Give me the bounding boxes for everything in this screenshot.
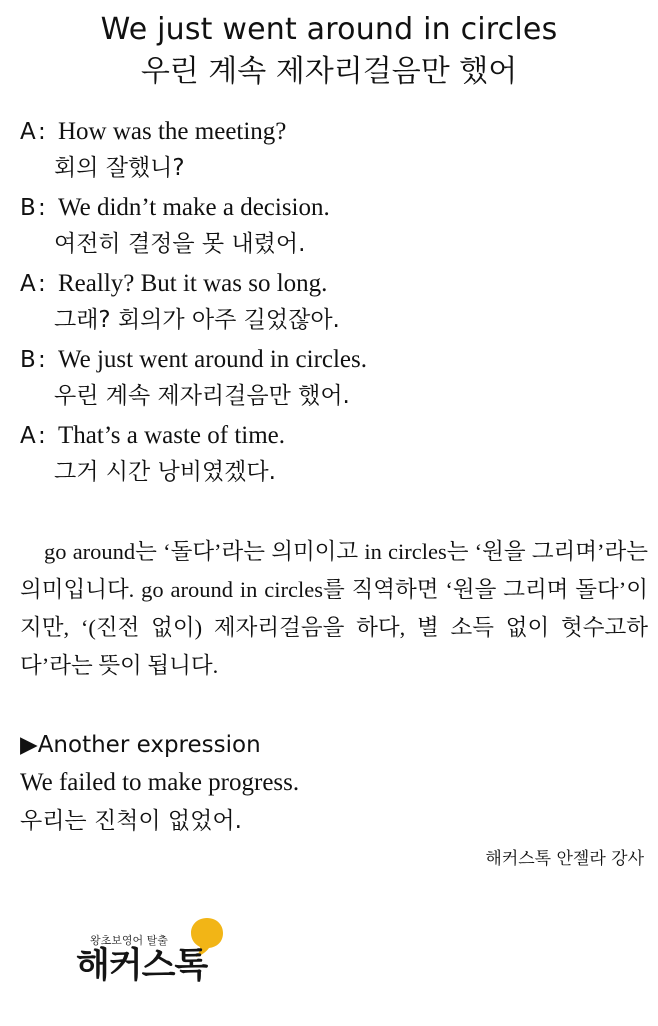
english-line: That’s a waste of time. — [58, 422, 286, 449]
english-line: We didn’t make a decision. — [58, 194, 330, 221]
korean-line: 그거 시간 낭비였겠다. — [54, 459, 276, 485]
speaker-label: A — [20, 271, 36, 297]
speaker-label: B — [20, 195, 36, 221]
explanation-paragraph: go around는 ‘돌다’라는 의미이고 in circles는 ‘원을 그리며’라는 의미입니다. go around in circles를 직역하면 ‘원을 그리며 돌다’이지만, ‘(진전 없이) 제자리걸음을 하다, 별 소득 없이 헛수고하다’라는 뜻이 됩니다. — [20, 539, 648, 678]
speaker-label: A — [20, 119, 36, 145]
instructor-credit: 해커스톡 안젤라 강사 — [485, 849, 644, 869]
dialogue-turn — [20, 112, 640, 188]
logo-tagline: 왕초보영어 탈출 — [90, 934, 168, 947]
korean-line: 그래? 회의가 아주 길었잖아. — [54, 307, 340, 333]
korean-line: 회의 잘했니? — [54, 155, 185, 181]
speaker-colon: : — [38, 423, 46, 449]
another-expression-korean: 우리는 진척이 없었어. — [20, 808, 242, 834]
hackers-talk-logo — [76, 912, 236, 992]
title-block — [0, 10, 658, 94]
page-title-korean: 우린 계속 제자리걸음만 했어 — [140, 54, 518, 89]
korean-line: 우린 계속 제자리걸음만 했어. — [54, 383, 350, 409]
dialogue-turn — [20, 416, 640, 492]
speaker-label: B — [20, 347, 36, 373]
dialogue-turn — [20, 188, 640, 264]
korean-line: 여전히 결정을 못 내렸어. — [54, 231, 306, 257]
speaker-label: A — [20, 423, 36, 449]
logo-wordmark: 해커스톡 — [76, 946, 208, 986]
speaker-colon: : — [38, 347, 46, 373]
another-expression-heading: ▶Another expression — [20, 732, 261, 758]
speaker-colon: : — [38, 119, 46, 145]
another-expression-english: We failed to make progress. — [20, 769, 300, 796]
dialogue-turn — [20, 264, 640, 340]
speaker-colon: : — [38, 271, 46, 297]
english-line: We just went around in circles. — [58, 346, 368, 373]
dialogue — [20, 112, 640, 492]
dialogue-turn — [20, 340, 640, 416]
speaker-colon: : — [38, 195, 46, 221]
english-line: Really? But it was so long. — [58, 270, 328, 297]
english-line: How was the meeting? — [58, 118, 287, 145]
page-title-english: We just went around in circles — [100, 12, 558, 47]
